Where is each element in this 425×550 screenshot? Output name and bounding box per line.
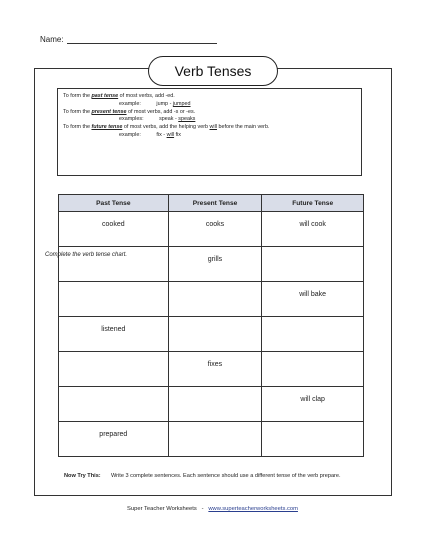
past-cell[interactable]: listened bbox=[59, 317, 169, 352]
header-past-tense: Past Tense bbox=[59, 195, 169, 212]
future-cell[interactable] bbox=[262, 317, 364, 352]
name-label: Name: bbox=[40, 35, 64, 44]
now-try-this bbox=[64, 472, 366, 480]
table-row bbox=[59, 422, 364, 457]
page-title: Verb Tenses bbox=[148, 56, 278, 86]
present-cell[interactable] bbox=[168, 422, 262, 457]
footer-separator: - bbox=[201, 506, 204, 512]
table-row bbox=[59, 212, 364, 247]
past-cell[interactable] bbox=[59, 247, 169, 282]
past-cell[interactable]: prepared bbox=[59, 422, 169, 457]
table-row bbox=[59, 387, 364, 422]
present-tense-rule: To form the present tense of most verbs, add -s or -es. bbox=[63, 108, 196, 115]
past-cell[interactable]: cooked bbox=[59, 212, 169, 247]
footer-link[interactable]: www.superteacherworksheets.com bbox=[208, 506, 298, 512]
future-cell[interactable] bbox=[262, 422, 364, 457]
table-row bbox=[59, 317, 364, 352]
future-tense-example: example: fix - will fix bbox=[119, 132, 181, 139]
past-cell[interactable] bbox=[59, 282, 169, 317]
future-cell[interactable] bbox=[262, 247, 364, 282]
future-tense-rule: To form the future tense of most verbs, add the helping verb will before the main verb. bbox=[63, 124, 270, 131]
name-field bbox=[40, 35, 217, 44]
present-cell[interactable] bbox=[168, 282, 262, 317]
verb-tense-chart bbox=[58, 194, 364, 457]
past-tense-rule: To form the past tense of most verbs, add -ed. bbox=[63, 93, 175, 99]
present-tense-example: examples: speak - speaks bbox=[119, 116, 196, 123]
present-cell[interactable]: cooks bbox=[168, 212, 262, 247]
now-try-this-text: Write 3 complete sentences. Each sentence should use a different tense of the verb prepare. bbox=[111, 473, 341, 479]
present-cell[interactable] bbox=[168, 387, 262, 422]
header-present-tense: Present Tense bbox=[168, 195, 262, 212]
chart-header-row bbox=[59, 195, 364, 212]
tense-rules-box bbox=[57, 88, 362, 176]
chart-instruction: Complete the verb tense chart. bbox=[45, 252, 128, 258]
future-cell[interactable]: will cook bbox=[262, 212, 364, 247]
table-row bbox=[59, 247, 364, 282]
header-future-tense: Future Tense bbox=[262, 195, 364, 212]
present-cell[interactable] bbox=[168, 317, 262, 352]
past-cell[interactable] bbox=[59, 352, 169, 387]
future-cell[interactable]: will clap bbox=[262, 387, 364, 422]
table-row bbox=[59, 282, 364, 317]
future-cell[interactable] bbox=[262, 352, 364, 387]
present-cell[interactable]: grills bbox=[168, 247, 262, 282]
past-cell[interactable] bbox=[59, 387, 169, 422]
past-tense-example: example: jump - jumped bbox=[119, 100, 191, 107]
footer bbox=[0, 506, 425, 512]
future-cell[interactable]: will bake bbox=[262, 282, 364, 317]
footer-site-name: Super Teacher Worksheets bbox=[127, 506, 197, 512]
now-try-this-label: Now Try This: bbox=[64, 473, 101, 479]
present-cell[interactable]: fixes bbox=[168, 352, 262, 387]
table-row bbox=[59, 352, 364, 387]
name-blank-line[interactable] bbox=[67, 36, 217, 44]
